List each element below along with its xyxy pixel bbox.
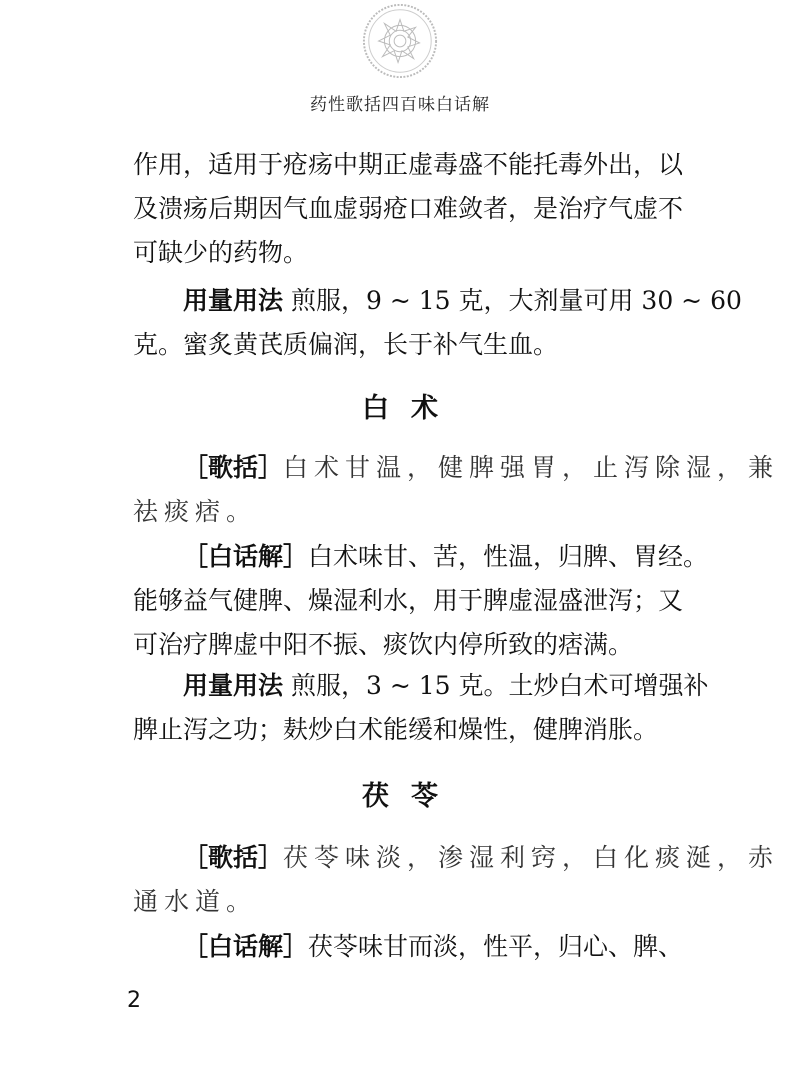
usage-paragraph (133, 279, 742, 367)
verse-paragraph (133, 836, 780, 924)
usage-paragraph (133, 664, 709, 752)
explain-paragraph (133, 925, 684, 969)
text-line: 克。蜜炙黄芪质偏润，长于补气生血。 (133, 330, 559, 359)
explain-label: ［白话解］ (183, 932, 309, 961)
usage-label: 用量用法 (183, 286, 284, 315)
verse-label: ［歌括］ (183, 843, 284, 872)
running-header: 药性歌括四百味白话解 (310, 95, 490, 115)
text-line: 白术味甘、苦，性温，归脾、胃经。 (308, 542, 709, 571)
verse-paragraph (133, 446, 780, 534)
text-line: 作用，适用于疮疡中期正虚毒盛不能托毒外出，以 (133, 150, 684, 179)
text-line: 煎服，3 ~ 15 克。土炒白术可增强补 (283, 671, 709, 700)
text-line: 茯苓味甘而淡，性平，归心、脾、 (308, 932, 684, 961)
text-line: 祛痰痞。 (133, 497, 258, 526)
text-line: 可治疗脾虚中阳不振、痰饮内停所致的痞满。 (133, 630, 634, 659)
text-line: 可缺少的药物。 (133, 238, 309, 267)
explain-label: ［白话解］ (183, 542, 309, 571)
section-title: 茯苓 (362, 781, 460, 812)
continuation-paragraph (133, 143, 684, 275)
chrysanthemum-emblem-icon (361, 2, 439, 80)
text-line: 脾止泻之功；麸炒白术能缓和燥性，健脾消胀。 (133, 715, 659, 744)
text-line: 能够益气健脾、燥湿利水，用于脾虚湿盛泄泻；又 (133, 586, 684, 615)
text-line: 煎服，9 ~ 15 克，大剂量可用 30 ~ 60 (283, 286, 742, 315)
text-line: 及溃疡后期因气血虚弱疮口难敛者，是治疗气虚不 (133, 194, 684, 223)
verse-label: ［歌括］ (183, 453, 284, 482)
text-line: 白术甘温，健脾强胃，止泻除湿，兼 (283, 453, 780, 482)
text-line: 茯苓味淡，渗湿利窍，白化痰涎，赤 (283, 843, 780, 872)
text-line: 通水道。 (133, 887, 258, 916)
section-title: 白术 (362, 393, 460, 424)
page-number: 2 (127, 988, 141, 1013)
usage-label: 用量用法 (183, 671, 284, 700)
explain-paragraph (133, 535, 709, 667)
